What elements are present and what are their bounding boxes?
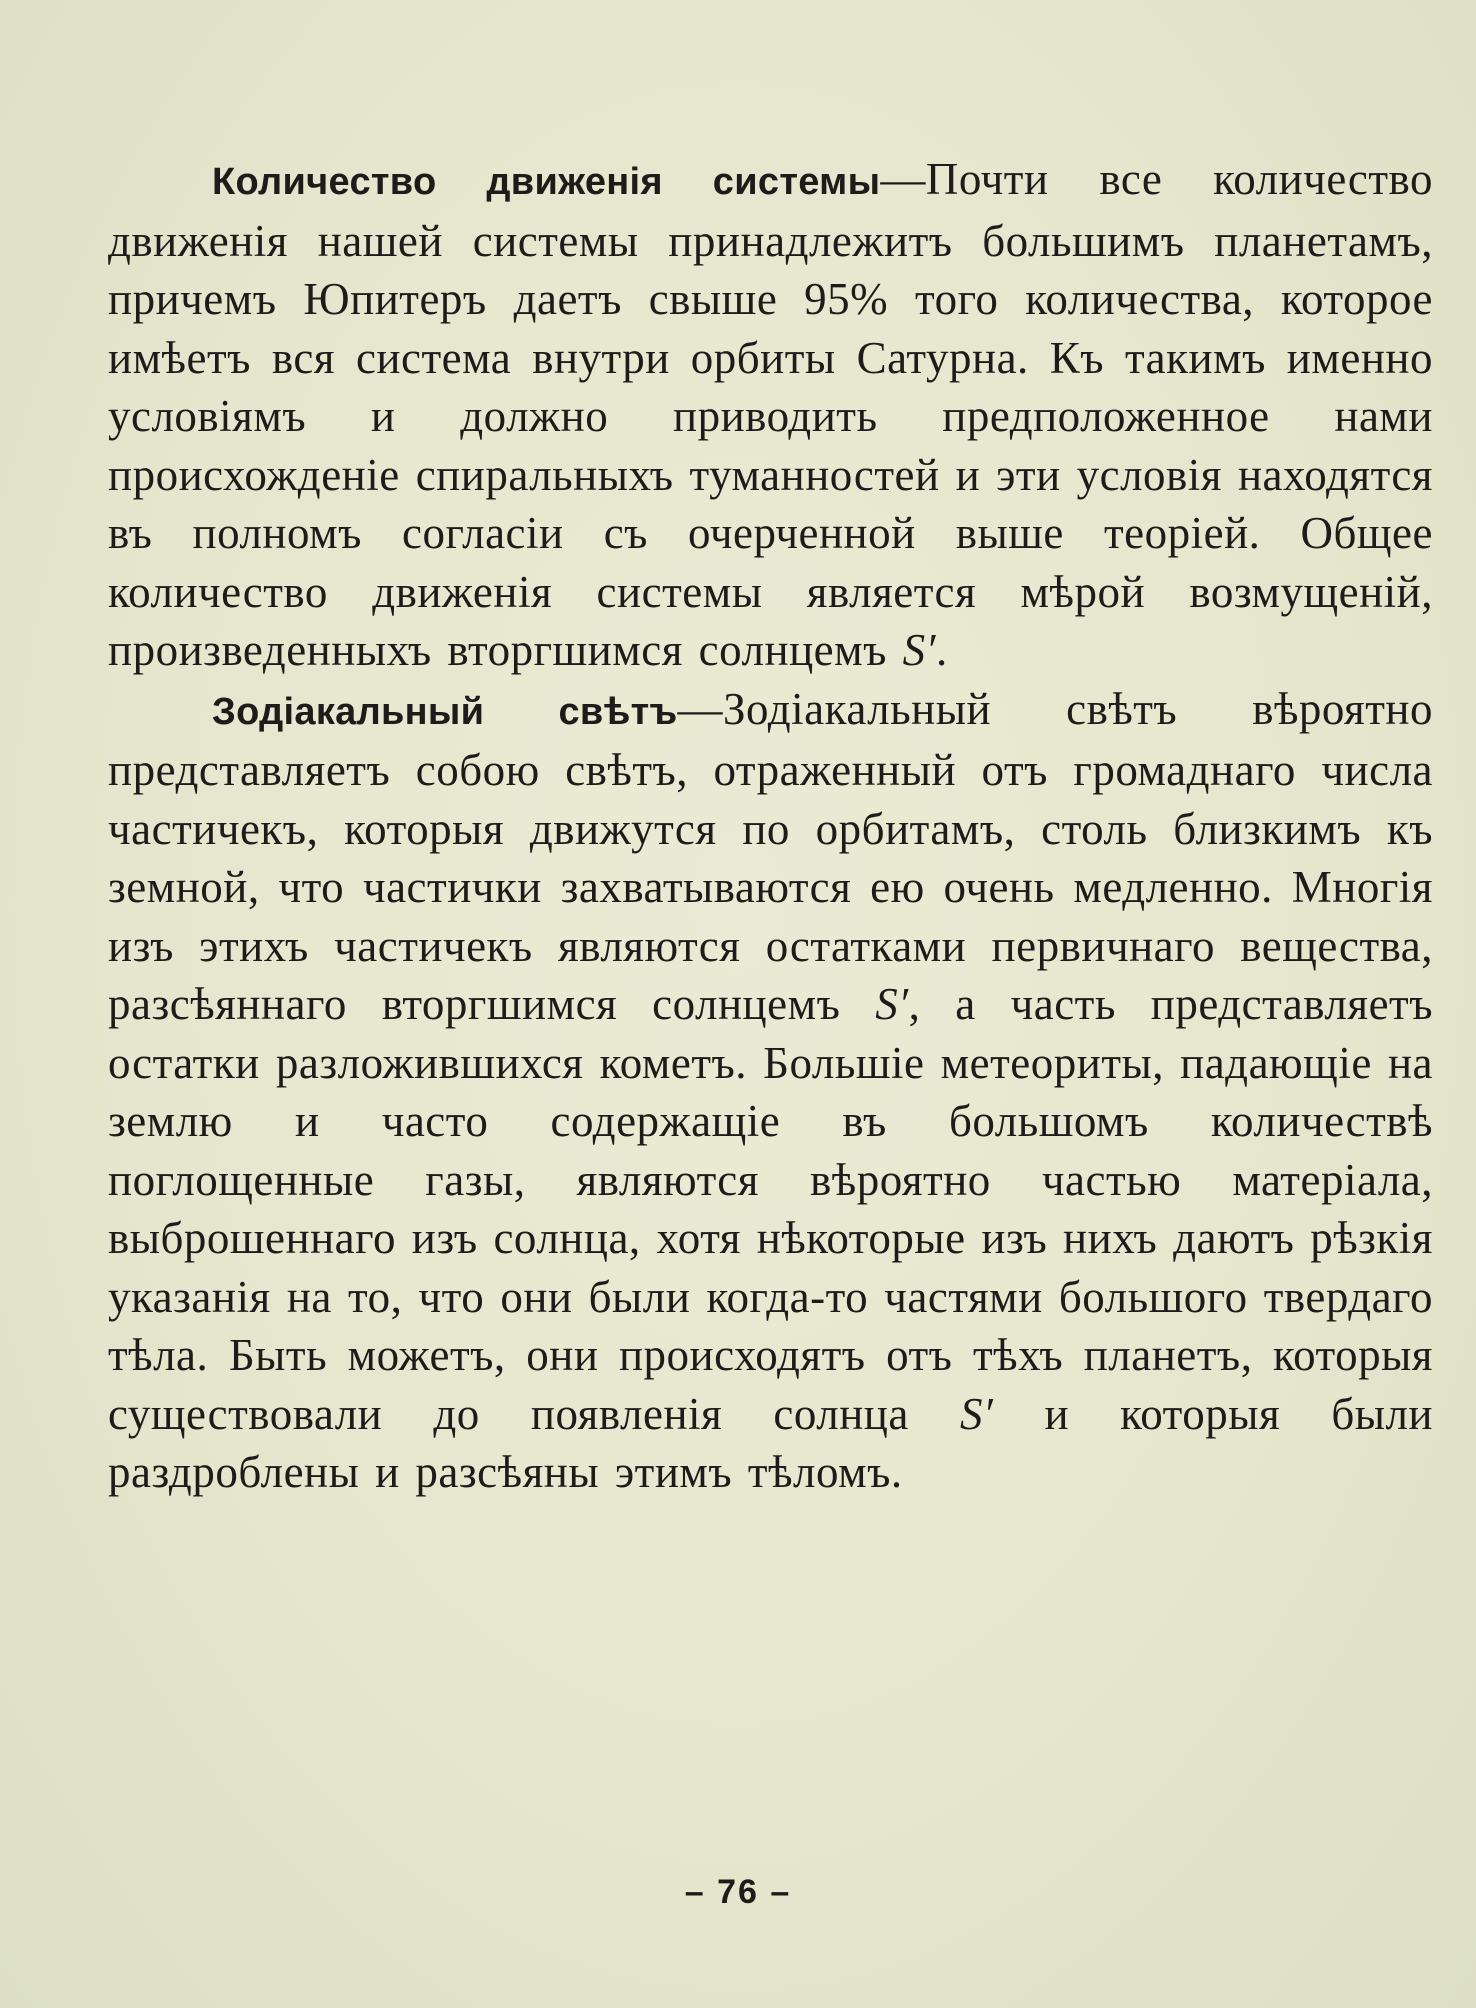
sun-symbol: S′: [875, 979, 909, 1029]
heading-momentum: Количество движенія системы: [212, 161, 881, 203]
paragraph-momentum: [108, 150, 1433, 680]
sun-symbol: S′: [902, 625, 936, 675]
paragraph-zodiacal-light: [108, 680, 1433, 1502]
heading-dash: —: [880, 154, 926, 204]
paragraph-tail: .: [935, 625, 948, 675]
page-number: – 76 –: [684, 1873, 792, 1911]
heading-zodiacal-light: Зодіакальный свѣтъ: [212, 690, 678, 733]
paragraph-text: Зодіакальный свѣтъ вѣроятно представляетъ собою свѣтъ, отраженный отъ громаднаго числа частичекъ, которыя движутся по орбитамъ, столь близкимъ къ земной, что частички захватываются ею очень медленно. Многія изъ этихъ частичекъ являются остатками первичнаго вещества, разсѣяннаго вторгшимся солнцемъ: [108, 683, 1434, 1029]
heading-dash: —: [677, 683, 724, 734]
paragraph-text: и которыя были раздроблены и разсѣяны этимъ тѣломъ.: [108, 1388, 1433, 1497]
paragraph-text: , а часть представляетъ остатки разложившихся кометъ. Большіе метеориты, падающіе на землю и часто содержащіе въ большомъ количествѣ поглощенные газы, являются вѣроятно частью матеріала, выброшеннаго изъ солнца, хотя нѣкоторые изъ нихъ даютъ рѣзкія указанія на то, что они были когда-то частями большого твердаго тѣла. Быть можетъ, они происходятъ отъ тѣхъ планетъ, которыя существовали до появленія солнца: [108, 979, 1433, 1439]
paragraph-text: Почти все количество движенія нашей системы принадлежитъ большимъ планетамъ, причемъ Юпитеръ даетъ свыше 95% того количества, которое имѣетъ вся система внутри орбиты Сатурна. Къ такимъ именно условіямъ и должно приводить предположенное нами происхожденіе спиральныхъ туманностей и эти условія находятся въ полномъ согласіи съ очерченной выше теоріей. Общее количество движенія системы является мѣрой возмущеній, произведенныхъ вторгшимся солнцемъ: [108, 154, 1433, 675]
page-body: [108, 150, 1433, 1502]
sun-symbol: S′: [959, 1388, 994, 1439]
